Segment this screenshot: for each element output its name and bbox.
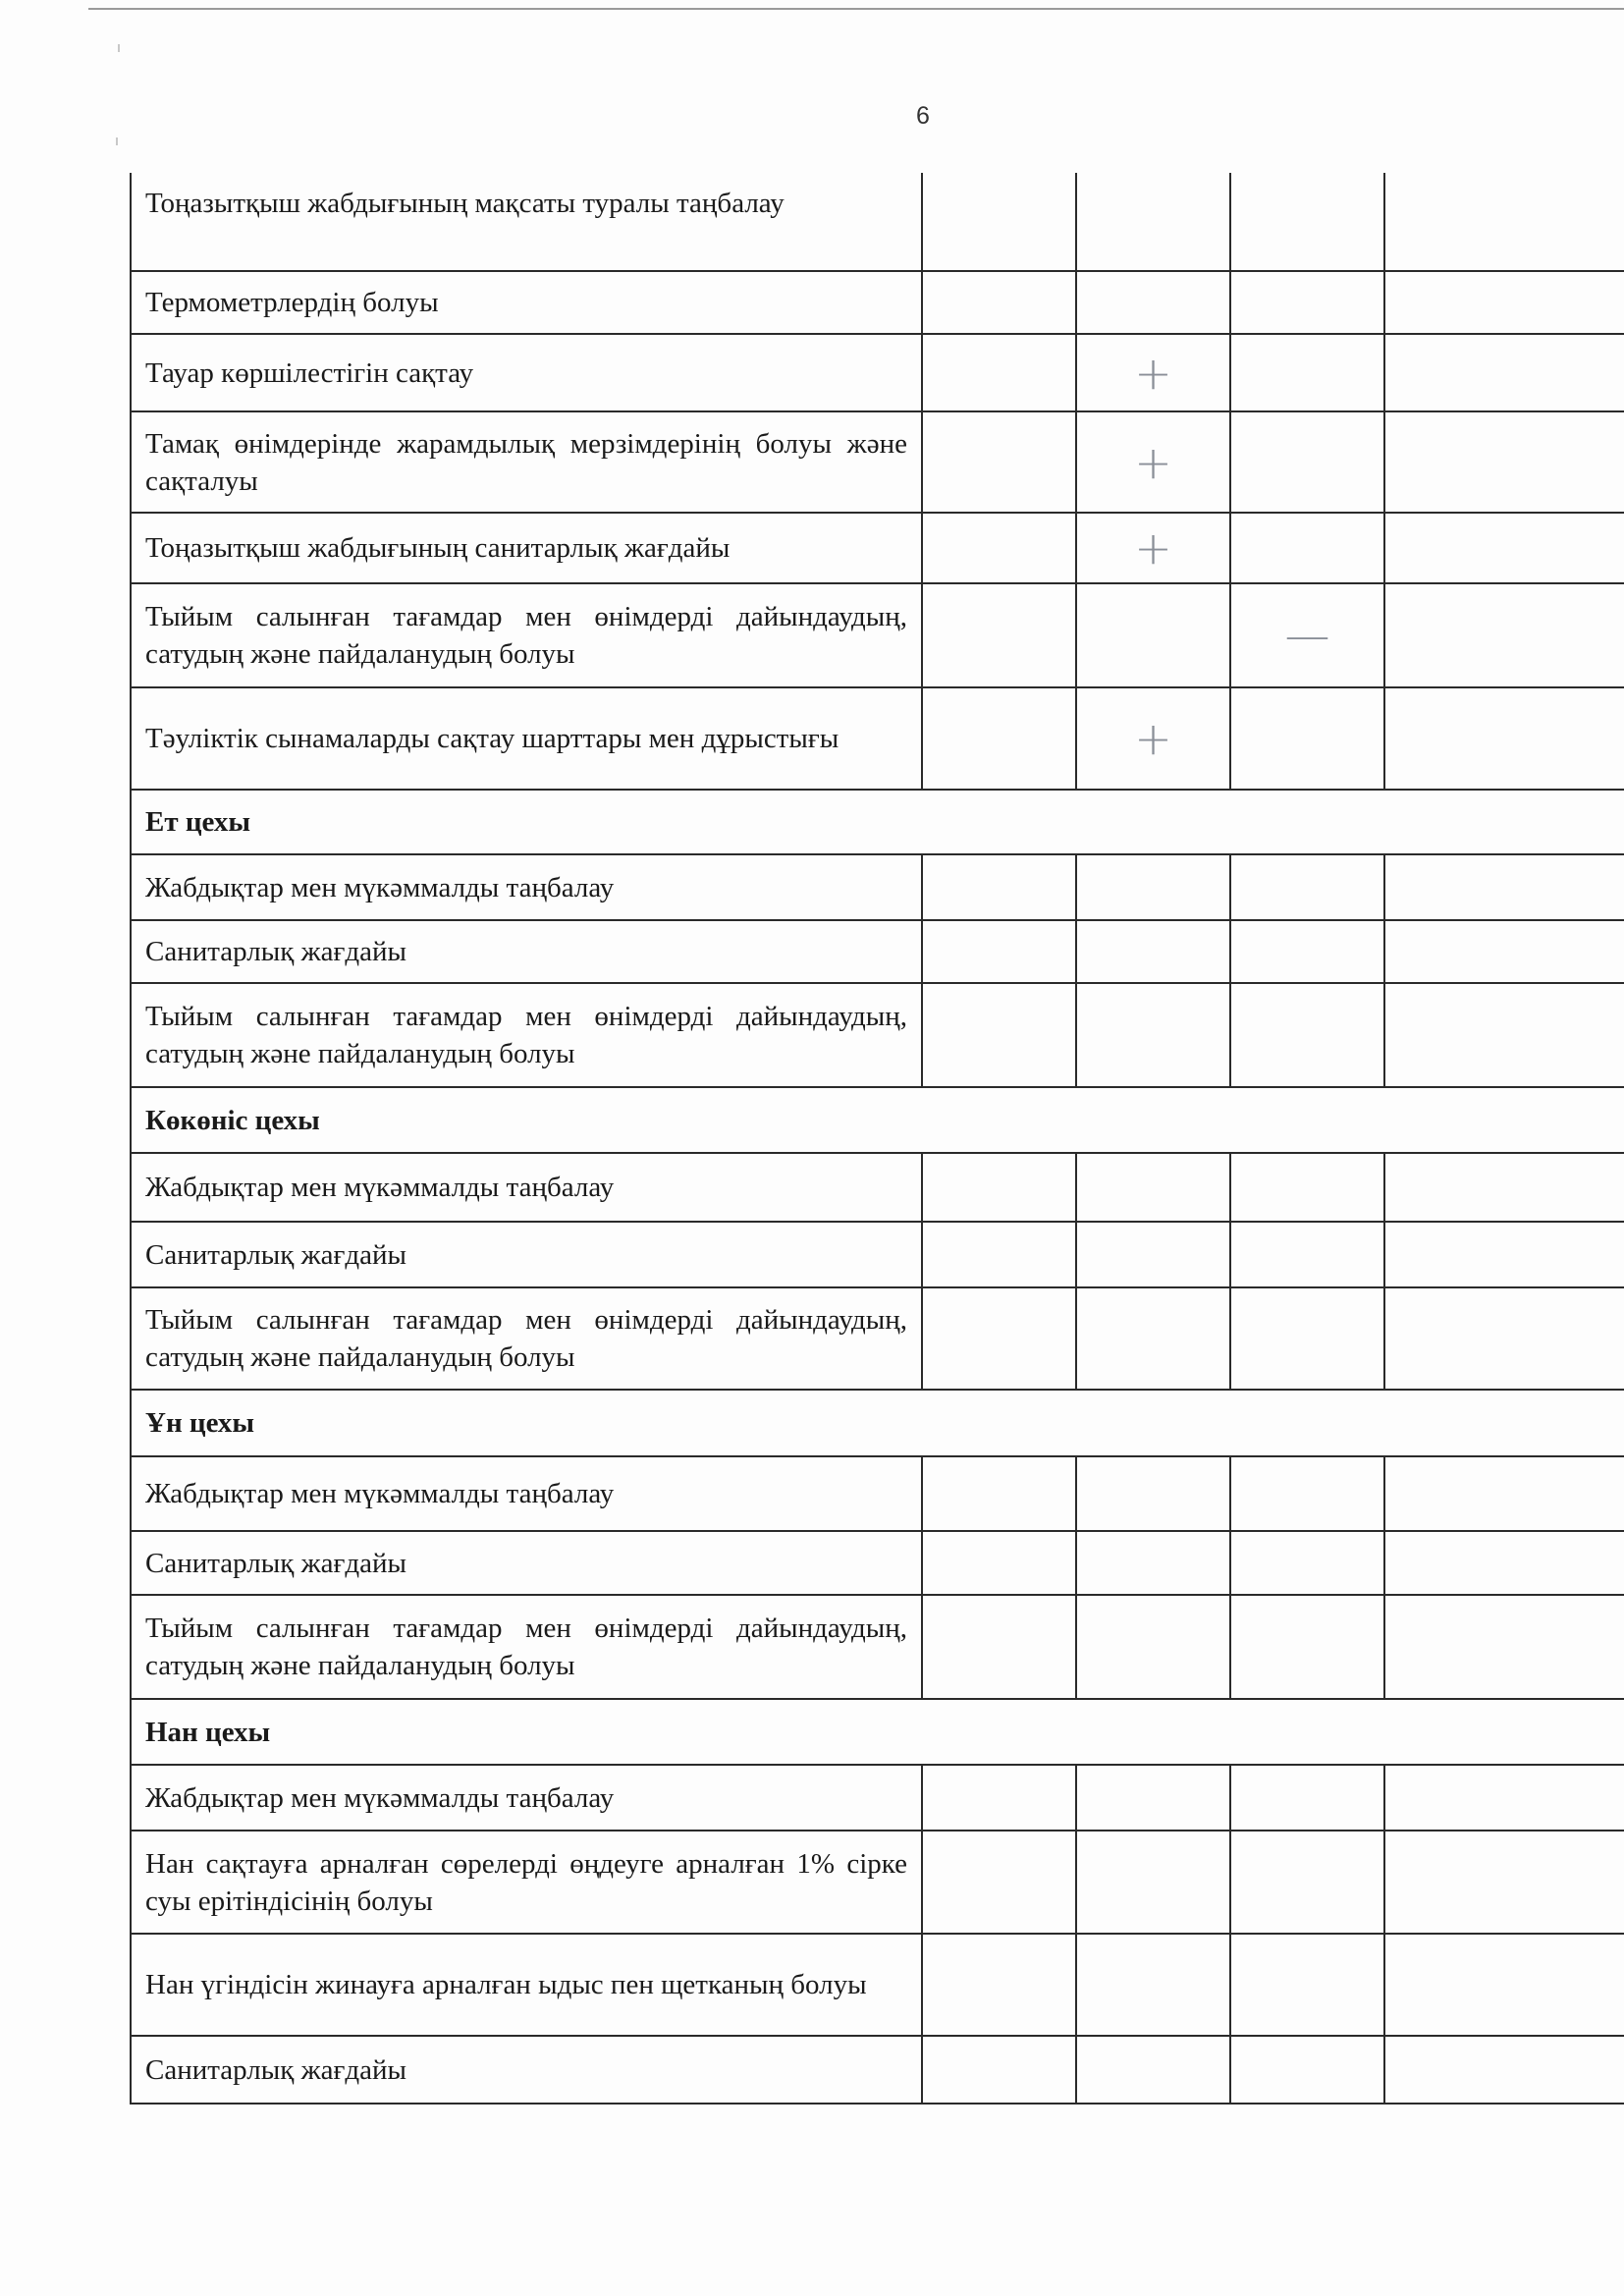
criterion-cell: Тауар көршілестігін сақтау <box>131 334 922 411</box>
mark-cell-col-1[interactable] <box>922 173 1076 271</box>
criterion-cell: Жабдықтар мен мүкәммалды таңбалау <box>131 1456 922 1531</box>
mark-cell-col-2[interactable] <box>1076 271 1230 334</box>
mark-cell-col-1[interactable] <box>922 1934 1076 2036</box>
mark-cell-col-4[interactable] <box>1384 1934 1624 2036</box>
mark-cell-col-4[interactable] <box>1384 1222 1624 1287</box>
mark-cell-col-3[interactable] <box>1230 271 1384 334</box>
mark-cell-col-4[interactable] <box>1384 920 1624 983</box>
criterion-cell: Жабдықтар мен мүкәммалды таңбалау <box>131 1765 922 1831</box>
mark-cell-col-3[interactable] <box>1230 1831 1384 1934</box>
mark-cell-col-3[interactable] <box>1230 1934 1384 2036</box>
mark-cell-col-2[interactable] <box>1076 1934 1230 2036</box>
checklist-row <box>131 173 1624 271</box>
mark-cell-col-2[interactable]: + <box>1076 687 1230 790</box>
mark-cell-col-2[interactable] <box>1076 1222 1230 1287</box>
mark-cell-col-1[interactable] <box>922 854 1076 920</box>
section-title: Нан цехы <box>131 1699 1624 1765</box>
checklist-row <box>131 1765 1624 1831</box>
mark-cell-col-3[interactable] <box>1230 854 1384 920</box>
mark-cell-col-2[interactable]: + <box>1076 411 1230 513</box>
mark-cell-col-2[interactable] <box>1076 1287 1230 1390</box>
mark-cell-col-3[interactable] <box>1230 1222 1384 1287</box>
checklist-row <box>131 1595 1624 1699</box>
section-title: Көкөніс цехы <box>131 1087 1624 1153</box>
mark-cell-col-4[interactable] <box>1384 1153 1624 1222</box>
mark-cell-col-3[interactable] <box>1230 1456 1384 1531</box>
mark-cell-col-1[interactable] <box>922 334 1076 411</box>
checklist-row <box>131 2036 1624 2104</box>
section-header-row <box>131 1390 1624 1456</box>
mark-cell-col-3[interactable] <box>1230 983 1384 1087</box>
mark-cell-col-1[interactable] <box>922 1153 1076 1222</box>
mark-cell-col-2[interactable] <box>1076 2036 1230 2104</box>
mark-cell-col-4[interactable] <box>1384 854 1624 920</box>
mark-cell-col-4[interactable] <box>1384 1287 1624 1390</box>
checklist-row <box>131 583 1624 687</box>
criterion-cell: Тыйым салынған тағамдар мен өнімдерді дайындаудың, сатудың және пайдаланудың болуы <box>131 583 922 687</box>
criterion-cell: Санитарлық жағдайы <box>131 1222 922 1287</box>
mark-cell-col-2[interactable] <box>1076 173 1230 271</box>
mark-cell-col-2[interactable] <box>1076 1765 1230 1831</box>
mark-cell-col-2[interactable] <box>1076 983 1230 1087</box>
section-header-row <box>131 790 1624 854</box>
mark-cell-col-2[interactable] <box>1076 1456 1230 1531</box>
checklist-row <box>131 1153 1624 1222</box>
mark-cell-col-4[interactable] <box>1384 334 1624 411</box>
mark-cell-col-1[interactable] <box>922 983 1076 1087</box>
mark-cell-col-4[interactable] <box>1384 2036 1624 2104</box>
criterion-cell: Нан сақтауға арналған сөрелерді өңдеуге арналған 1% сірке суы ерітіндісінің болуы <box>131 1831 922 1934</box>
mark-cell-col-2[interactable] <box>1076 1831 1230 1934</box>
criterion-cell: Нан үгіндісін жинауға арналған ыдыс пен щетканың болуы <box>131 1934 922 2036</box>
mark-cell-col-1[interactable] <box>922 1222 1076 1287</box>
checklist-row <box>131 513 1624 583</box>
checklist-row <box>131 1531 1624 1595</box>
scan-speck <box>118 44 120 52</box>
criterion-cell: Термометрлердің болуы <box>131 271 922 334</box>
checklist-row <box>131 334 1624 411</box>
mark-cell-col-3[interactable] <box>1230 1531 1384 1595</box>
checklist-row <box>131 854 1624 920</box>
checklist-row <box>131 1934 1624 2036</box>
mark-cell-col-1[interactable] <box>922 1456 1076 1531</box>
criterion-cell: Тыйым салынған тағамдар мен өнімдерді дайындаудың, сатудың және пайдаланудың болуы <box>131 983 922 1087</box>
checklist-row <box>131 687 1624 790</box>
criterion-cell: Жабдықтар мен мүкәммалды таңбалау <box>131 854 922 920</box>
mark-cell-col-1[interactable] <box>922 920 1076 983</box>
checklist-row <box>131 271 1624 334</box>
mark-cell-col-4[interactable] <box>1384 983 1624 1087</box>
mark-cell-col-4[interactable] <box>1384 583 1624 687</box>
checklist-row <box>131 1287 1624 1390</box>
mark-cell-col-1[interactable] <box>922 1765 1076 1831</box>
mark-cell-col-2[interactable]: + <box>1076 513 1230 583</box>
mark-cell-col-2[interactable]: + <box>1076 334 1230 411</box>
criterion-cell: Санитарлық жағдайы <box>131 1531 922 1595</box>
criterion-cell: Тамақ өнімдерінде жарамдылық мерзімдерінің болуы және сақталуы <box>131 411 922 513</box>
section-title: Ұн цехы <box>131 1390 1624 1456</box>
mark-cell-col-1[interactable] <box>922 2036 1076 2104</box>
criterion-cell: Тоңазытқыш жабдығының мақсаты туралы таңбалау <box>131 173 922 271</box>
mark-cell-col-3[interactable] <box>1230 334 1384 411</box>
mark-cell-col-4[interactable] <box>1384 173 1624 271</box>
mark-cell-col-1[interactable] <box>922 1531 1076 1595</box>
mark-cell-col-1[interactable] <box>922 583 1076 687</box>
mark-cell-col-1[interactable] <box>922 1595 1076 1699</box>
checklist-row <box>131 1456 1624 1531</box>
mark-cell-col-1[interactable] <box>922 513 1076 583</box>
mark-cell-col-4[interactable] <box>1384 1765 1624 1831</box>
criterion-cell: Жабдықтар мен мүкәммалды таңбалау <box>131 1153 922 1222</box>
mark-cell-col-3[interactable] <box>1230 513 1384 583</box>
page-number: 6 <box>916 102 930 130</box>
mark-cell-col-4[interactable] <box>1384 411 1624 513</box>
mark-cell-col-2[interactable] <box>1076 583 1230 687</box>
scan-edge-line <box>88 8 1624 10</box>
criterion-cell: Тыйым салынған тағамдар мен өнімдерді дайындаудың, сатудың және пайдаланудың болуы <box>131 1595 922 1699</box>
checklist-row <box>131 920 1624 983</box>
mark-cell-col-4[interactable] <box>1384 1456 1624 1531</box>
mark-cell-col-1[interactable] <box>922 1831 1076 1934</box>
section-header-row <box>131 1087 1624 1153</box>
mark-cell-col-3[interactable] <box>1230 1765 1384 1831</box>
criterion-cell: Санитарлық жағдайы <box>131 2036 922 2104</box>
mark-cell-col-3[interactable] <box>1230 1595 1384 1699</box>
checklist-row <box>131 1831 1624 1934</box>
criterion-cell: Санитарлық жағдайы <box>131 920 922 983</box>
mark-cell-col-4[interactable] <box>1384 687 1624 790</box>
mark-cell-col-2[interactable] <box>1076 920 1230 983</box>
mark-cell-col-2[interactable] <box>1076 1531 1230 1595</box>
mark-cell-col-2[interactable] <box>1076 854 1230 920</box>
mark-cell-col-3[interactable] <box>1230 1153 1384 1222</box>
criterion-cell: Тыйым салынған тағамдар мен өнімдерді дайындаудың, сатудың және пайдаланудың болуы <box>131 1287 922 1390</box>
checklist-row <box>131 983 1624 1087</box>
mark-cell-col-3[interactable] <box>1230 411 1384 513</box>
mark-cell-col-4[interactable] <box>1384 513 1624 583</box>
criterion-cell: Тәуліктік сынамаларды сақтау шарттары мен дұрыстығы <box>131 687 922 790</box>
mark-cell-col-2[interactable] <box>1076 1595 1230 1699</box>
checklist-body <box>131 173 1624 2104</box>
mark-cell-col-4[interactable] <box>1384 271 1624 334</box>
scan-speck <box>116 137 118 145</box>
mark-cell-col-3[interactable] <box>1230 687 1384 790</box>
mark-cell-col-1[interactable] <box>922 411 1076 513</box>
mark-cell-col-3[interactable] <box>1230 920 1384 983</box>
mark-cell-col-1[interactable] <box>922 687 1076 790</box>
mark-cell-col-4[interactable] <box>1384 1595 1624 1699</box>
section-title: Ет цехы <box>131 790 1624 854</box>
inspection-checklist-table <box>130 173 1624 2105</box>
mark-cell-col-1[interactable] <box>922 271 1076 334</box>
mark-cell-col-3[interactable] <box>1230 2036 1384 2104</box>
mark-cell-col-1[interactable] <box>922 1287 1076 1390</box>
mark-cell-col-3[interactable] <box>1230 1287 1384 1390</box>
mark-cell-col-4[interactable] <box>1384 1531 1624 1595</box>
mark-cell-col-2[interactable] <box>1076 1153 1230 1222</box>
checklist-row <box>131 411 1624 513</box>
checklist-row <box>131 1222 1624 1287</box>
section-header-row <box>131 1699 1624 1765</box>
mark-cell-col-3[interactable]: — <box>1230 583 1384 687</box>
mark-cell-col-4[interactable] <box>1384 1831 1624 1934</box>
mark-cell-col-3[interactable] <box>1230 173 1384 271</box>
criterion-cell: Тоңазытқыш жабдығының санитарлық жағдайы <box>131 513 922 583</box>
